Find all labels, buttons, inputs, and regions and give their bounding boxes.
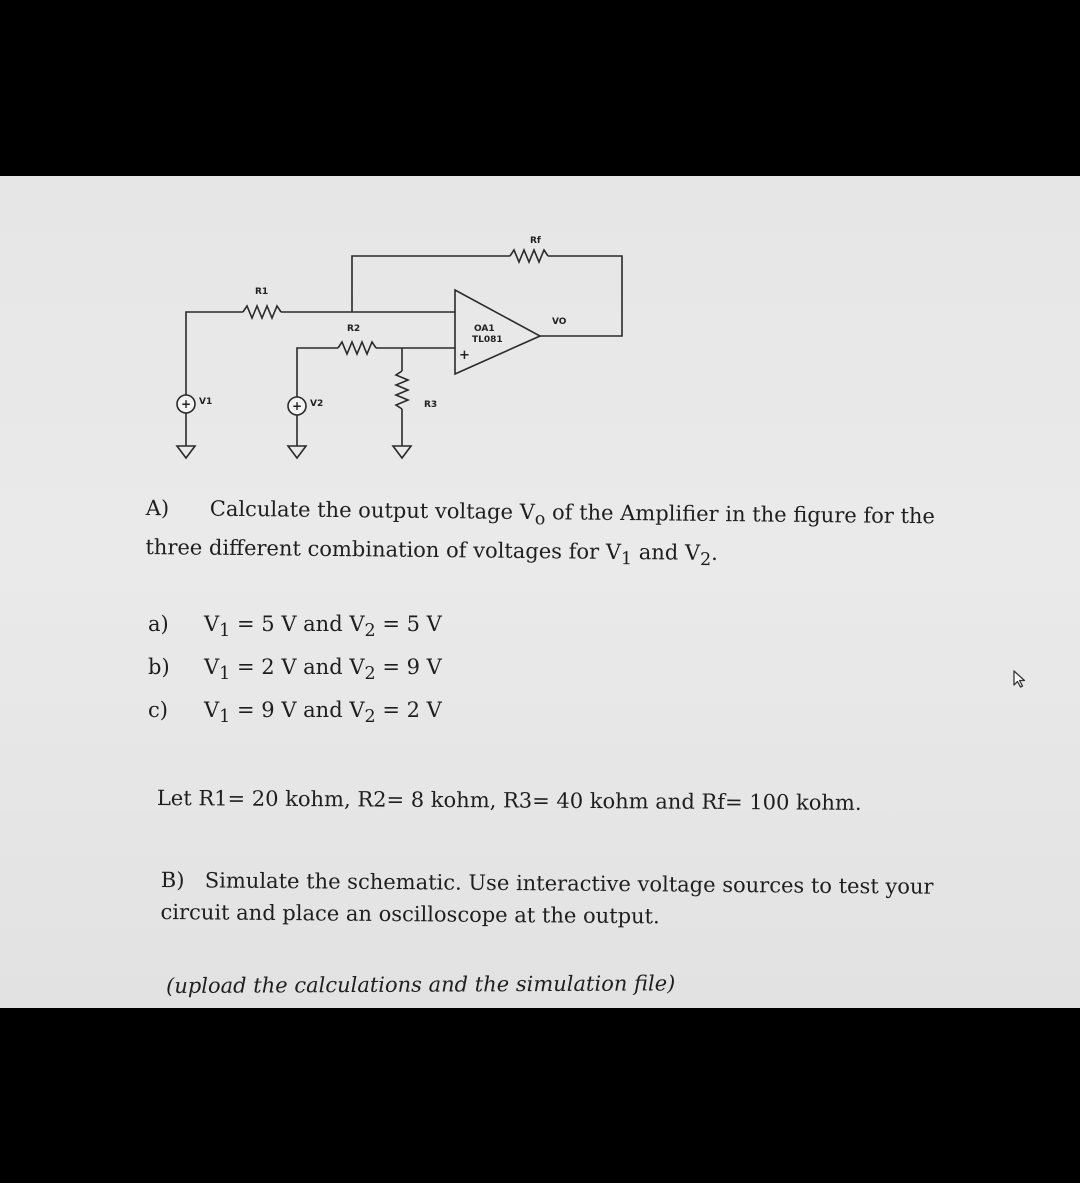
- question-b-label: B): [160, 867, 185, 893]
- v2-label: V2: [310, 399, 324, 409]
- resistor-values-note: Let R1= 20 kohm, R2= 8 kohm, R3= 40 kohm and Rf= 100 kohm.: [156, 785, 862, 815]
- list-item: c) $V_1 = 9$ V and $V_2 = 2$ V: [148, 698, 442, 728]
- question-a-label: A): [145, 495, 170, 521]
- svg-text:+: +: [292, 399, 303, 413]
- circuit-schematic: [0, 176, 1080, 476]
- opamp-name-label: OA1: [474, 324, 495, 334]
- svg-text:+: +: [181, 397, 192, 411]
- svg-text:+: +: [459, 348, 470, 363]
- upload-note: (upload the calculations and the simulation file): [166, 971, 676, 998]
- rf-resistor: [510, 250, 548, 262]
- mouse-pointer-icon: [1012, 669, 1028, 689]
- monitor-screen: [0, 176, 1080, 1008]
- v1-label: V1: [199, 397, 213, 407]
- r3-resistor: [396, 371, 408, 409]
- r2-label: R2: [347, 324, 361, 334]
- r3-label: R3: [424, 400, 438, 410]
- ground-v1: [177, 446, 195, 458]
- r2-resistor: [338, 342, 376, 354]
- rf-label: Rf: [530, 236, 541, 246]
- r1-resistor: [243, 306, 281, 318]
- list-item: b) $V_1 = 2$ V and $V_2 = 9$ V: [148, 655, 442, 685]
- list-item: a) $V_1 = 5$ V and $V_2 = 5$ V: [148, 612, 442, 642]
- r1-label: R1: [255, 287, 269, 297]
- ground-r3: [393, 446, 411, 458]
- question-a: A) Calculate the output voltage $V_o$ of the Amplifier in the figure for the three different combination of voltages for $V_1$ and $V_2$.: [145, 492, 966, 579]
- ground-v2: [288, 446, 306, 458]
- vo-label: VO: [552, 317, 567, 327]
- opamp-part-label: TL081: [472, 335, 503, 345]
- question-b: B) Simulate the schematic. Use interactive voltage sources to test your circuit and place an oscilloscope at the output.: [160, 864, 961, 935]
